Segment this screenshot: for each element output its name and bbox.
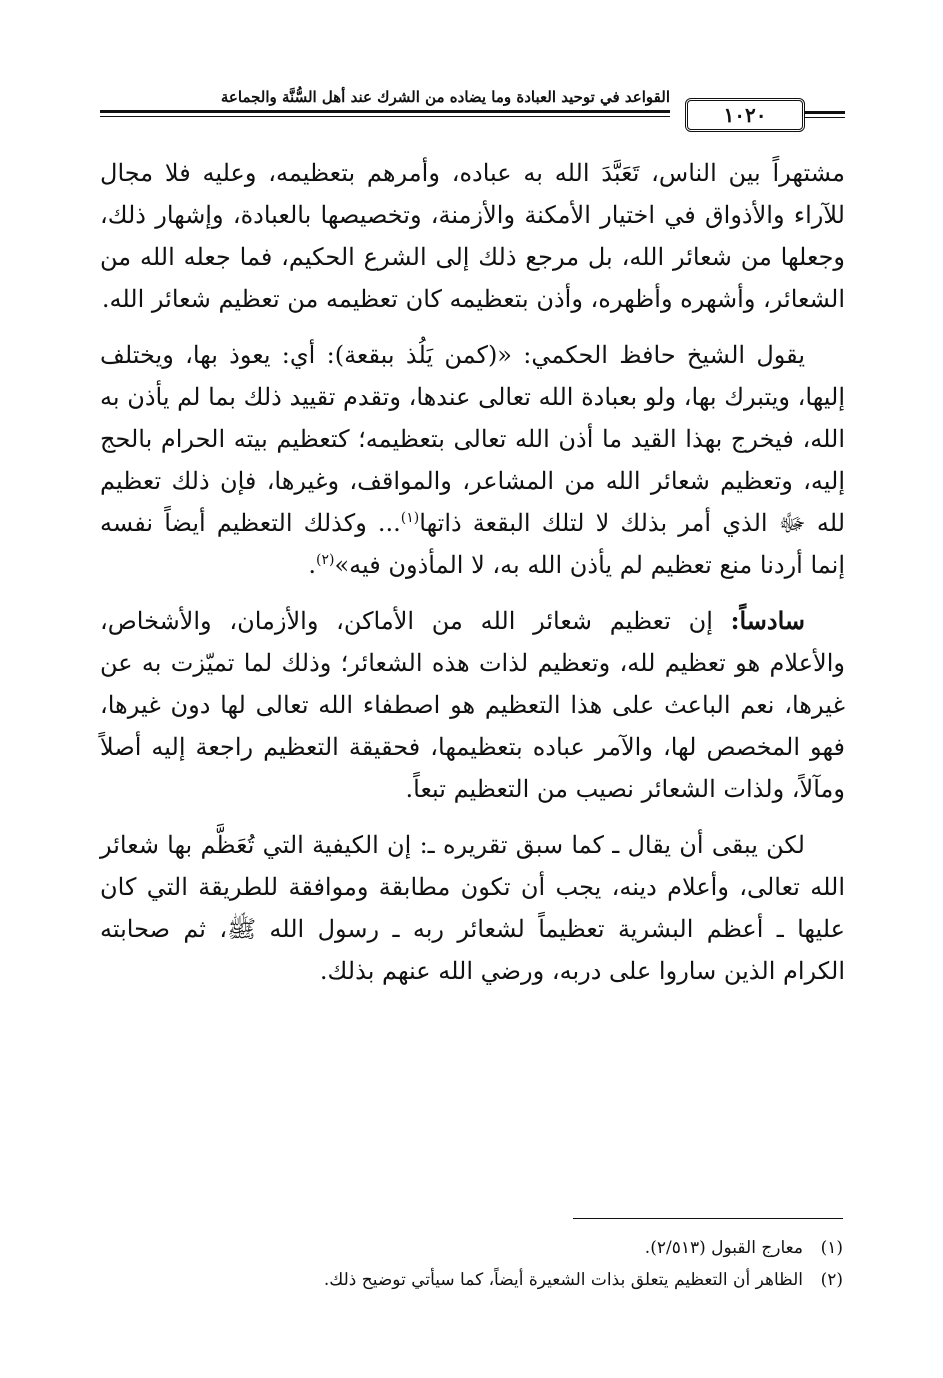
page-number: ١٠٢٠ bbox=[685, 98, 805, 132]
footnotes bbox=[98, 1232, 843, 1296]
footnote-text: معارج القبول (٢/٥١٣). bbox=[644, 1238, 803, 1258]
paragraph-text: ... وكذلك التعظيم أيضاً نفسه إنما أردنا منع تعظيم لم يأذن الله به، لا المأذون فيه» bbox=[100, 509, 845, 579]
footnote-1 bbox=[98, 1232, 843, 1264]
paragraph-lead: سادساً: bbox=[730, 606, 805, 635]
paragraph-4 bbox=[100, 824, 845, 992]
footnote-ref-2[interactable]: (٢) bbox=[316, 552, 335, 568]
footnote-ref-1[interactable]: (١) bbox=[400, 510, 420, 526]
header-rule-right-thick bbox=[805, 111, 845, 114]
header-rule-thin bbox=[100, 116, 670, 117]
page-header bbox=[100, 78, 845, 138]
paragraph-text: لكن يبقى أن يقال ـ كما سبق تقريره ـ: إن الكيفية التي تُعَظَّم بها شعائر الله تعالى، وأعلام دينه، يجب أن تكون مطابقة وموافقة للطريقة التي كان عليها ـ أعظم البشرية تعظيماً لشعائر ربه ـ رسول الله ﷺ، ثم صحابته الكرام الذين ساروا على دربه، ورضي الله عنهم بذلك. bbox=[100, 831, 845, 985]
paragraph-text: . bbox=[308, 551, 317, 579]
paragraph-3 bbox=[100, 600, 845, 810]
paragraph-text: يقول الشيخ حافظ الحكمي: «(كمن يَلُذ ببقعة): أي: يعوذ بها، ويختلف إليها، ويتبرك بها، ولو بعبادة الله تعالى عندها، وتقدم تقييد ذلك بما لم يأذن به الله، فيخرج بهذا القيد ما أذن الله تعالى بتعظيمه؛ كتعظيم بيته الحرام بالحج إليه، وتعظيم شعائر الله من المشاعر، والمواقف، وغيرها، فإن ذلك تعظيم لله ﷻ الذي أمر بذلك لا لتلك البقعة ذاتها bbox=[100, 341, 846, 537]
paragraph-text: مشتهراً بين الناس، تَعَبَّدَ الله به عباده، وأمرهم بتعظيمه، وعليه فلا مجال للآراء والأذواق في اختيار الأمكنة والأزمنة، وتخصيصها بالعبادة، وإشهار ذلك، وجعلها من شعائر الله، بل مرجع ذلك إلى الشرع الحكيم، فما جعله الله من الشعائر، وأشهره وأظهره، وأذن بتعظيمه كان تعظيمه من تعظيم شعائر الله. bbox=[100, 159, 845, 313]
body-text bbox=[100, 152, 845, 1006]
header-rule-right-thin bbox=[805, 117, 845, 118]
footnote-number: (١) bbox=[820, 1238, 843, 1258]
footnote-separator bbox=[573, 1218, 843, 1219]
footnote-number: (٢) bbox=[820, 1270, 843, 1290]
paragraph-1 bbox=[100, 152, 845, 320]
paragraph-2 bbox=[100, 334, 845, 586]
footnote-text: الظاهر أن التعظيم يتعلق بذات الشعيرة أيضاً، كما سيأتي توضيح ذلك. bbox=[323, 1270, 803, 1290]
footnote-2 bbox=[98, 1264, 843, 1296]
header-rule-thick bbox=[100, 110, 670, 113]
paragraph-text: إن تعظيم شعائر الله من الأماكن، والأزمان، والأشخاص، والأعلام هو تعظيم لله، وتعظيم لذات هذه الشعائر؛ وذلك لما تميّزت به عن غيرها، نعم الباعث على هذا التعظيم هو اصطفاء الله تعالى لها دون غيرها، فهو المخصص لها، والآمر عباده بتعظيمها، فحقيقة التعظيم راجعة إليه أصلاً ومآلاً، ولذات الشعائر نصيب من التعظيم تبعاً. bbox=[100, 607, 845, 803]
running-title: القواعد في توحيد العبادة وما يضاده من الشرك عند أهل السُّنَّة والجماعة bbox=[220, 88, 670, 106]
